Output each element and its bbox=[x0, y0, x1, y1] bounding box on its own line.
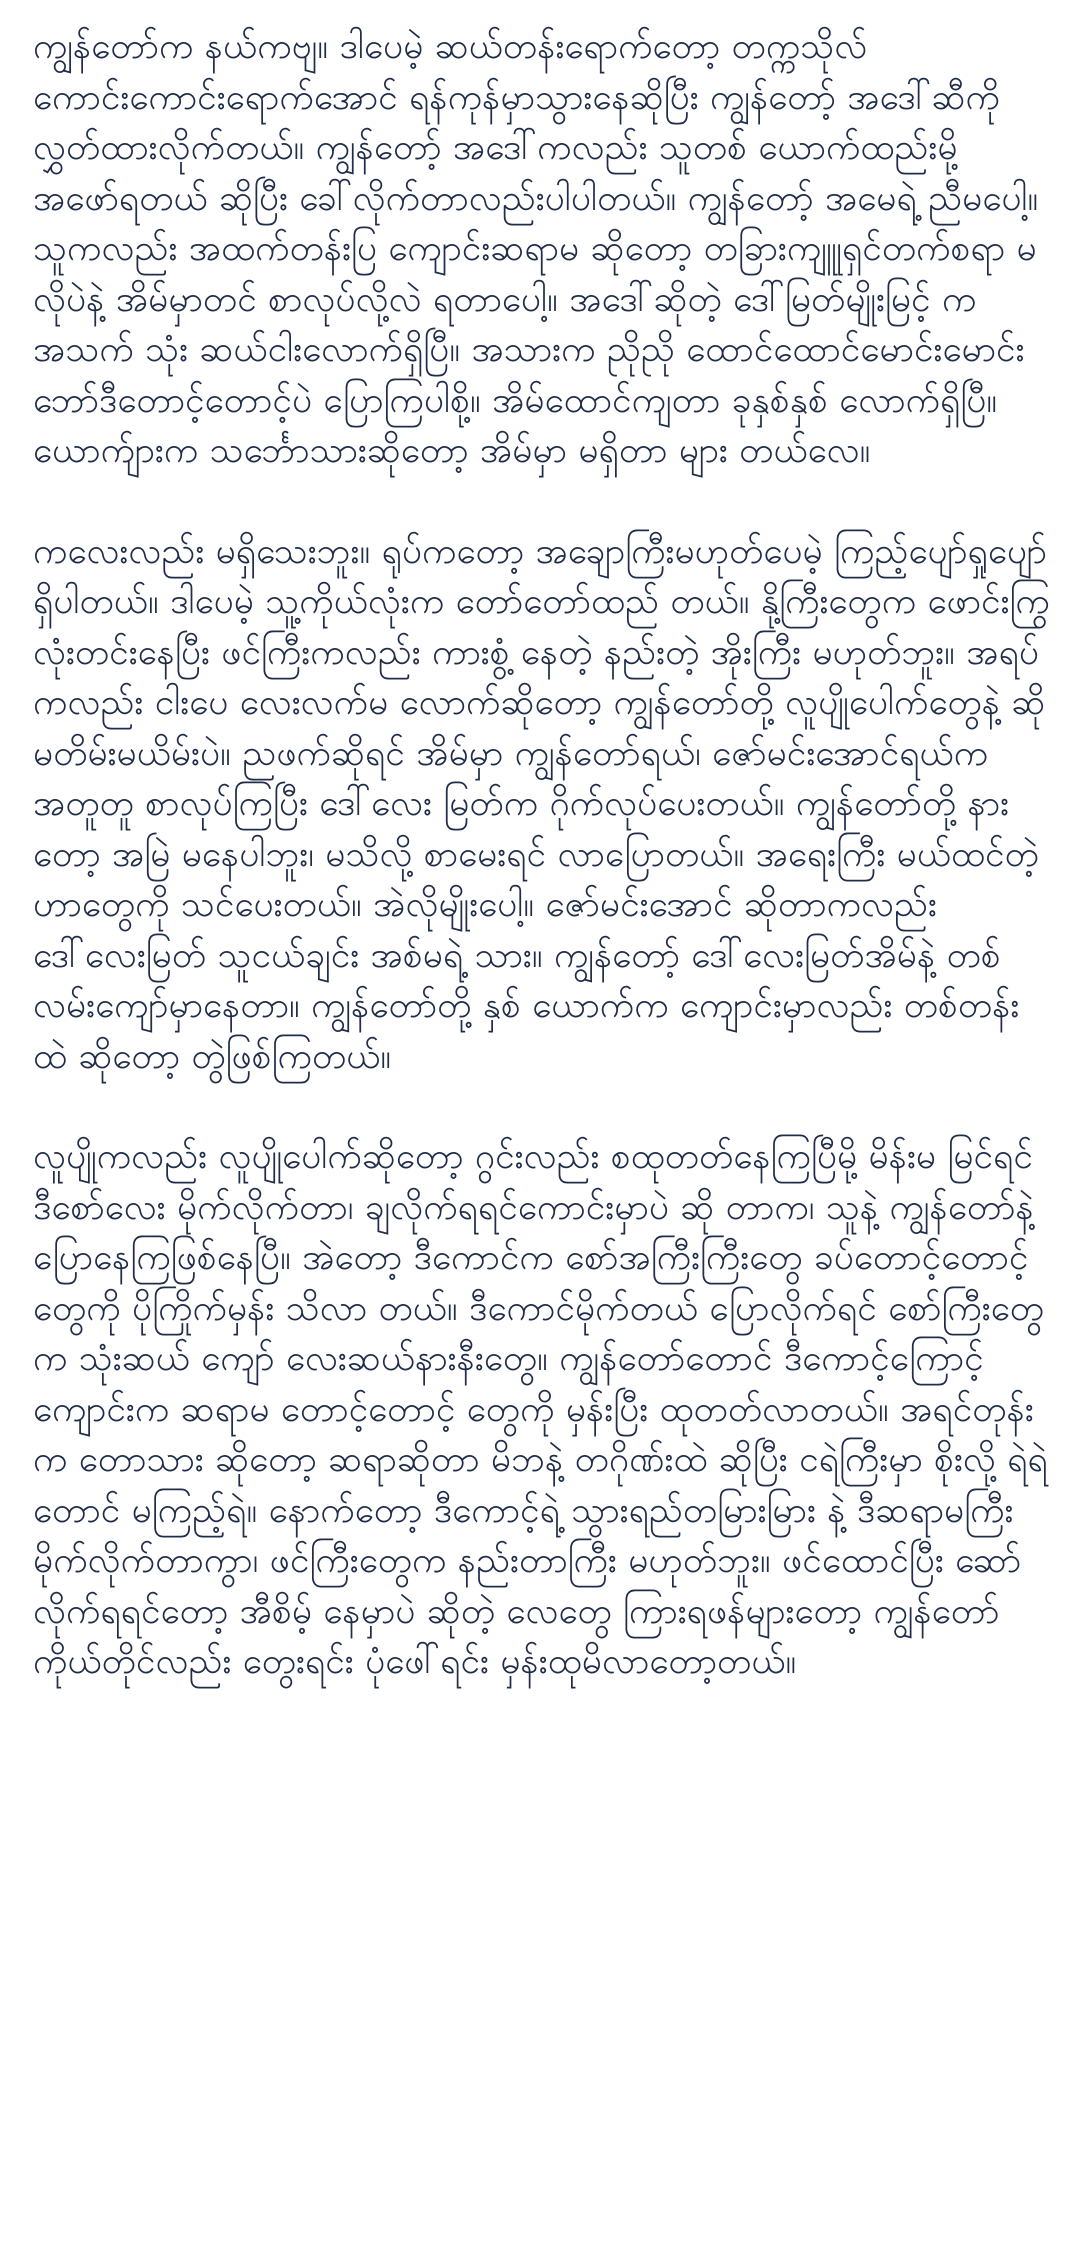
paragraph-3: လူပျိုကလည်း လူပျိုပေါက်ဆိုတော့ ဂွင်းလည်း စထုတတ်နေကြပြီမို့ မိန်းမ မြင်ရင် ဒီစော်လေး မိုက်လိုက်တာ၊ ချလိုက်ရရင်ကောင်းမှာပဲ ဆို တာက၊ သူနဲ့ ကျွန်တော်နဲ့ ပြောနေကြဖြစ်နေပြီ။ အဲတော့ ဒီကောင်က စော်အကြီးကြီးတွေ ခပ်တောင့်တောင့်တွေကို ပိုကြိုက်မှန်း သိလာ တယ်။ ဒီကောင်မိုက်တယ် ပြောလိုက်ရင် စော်ကြီးတွေက သုံးဆယ် ကျော် လေးဆယ်နားနီးတွေ။ ကျွန်တော်တောင် ဒီကောင့်ကြောင့် ကျောင်းက ဆရာမ တောင့်တောင့် တွေကို မှန်းပြီး ထုတတ်လာတယ်။ အရင်တုန်းက တောသား ဆိုတော့ ဆရာဆိုတာ မိဘနဲ့ တဂိုဏ်းထဲ ဆိုပြီး ငရဲကြီးမှာ စိုးလို့ ရဲရဲတောင် မကြည့်ရဲ။ နောက်တော့ ဒီကောင့်ရဲ့ သွားရည်တမြားမြား နဲ့ ဒီဆရာမကြီး မိုက်လိုက်တာကွာ၊ ဖင်ကြီးတွေက နည်းတာကြီး မဟုတ်ဘူး။ ဖင်ထောင်ပြီး ဆော်လိုက်ရရင်တော့ အီစိမ့် နေမှာပဲ ဆိုတဲ့ လေတွေ ကြားရဖန်များတော့ ကျွန်တော်ကိုယ်တိုင်လည်း တွေးရင်း ပုံဖေါ်ရင်း မှန်းထုမိလာတော့တယ်။ bbox=[33, 1137, 1048, 1682]
paragraph-1: ကျွန်တော်က နယ်ကဗျ။ ဒါပေမဲ့ ဆယ်တန်းရောက်တော့ တက္ကသိုလ် ကောင်းကောင်းရောက်အောင် ရန်ကုန်မှာသွားနေဆိုပြီး ကျွန်တော့် အဒေါ်ဆီကို လွှတ်ထားလိုက်တယ်။ ကျွန်တော့် အဒေါ်ကလည်း သူတစ် ယောက်ထည်းမို့ အဖော်ရတယ် ဆိုပြီး ခေါ်လိုက်တာလည်းပါပါတယ်။ ကျွန်တော့် အမေရဲ့ ညီမပေါ့။ သူကလည်း အထက်တန်းပြ ကျောင်းဆရာမ ဆိုတော့ တခြားကျူုရှင်တက်စရာ မလိုပဲနဲ့ အိမ်မှာတင် စာလုပ်လို့လဲ ရတာပေါ့။ အဒေါ်ဆိုတဲ့ ဒေါ်မြတ်မျိုးမြင့် က အသက် သုံး ဆယ်ငါးလောက်ရှိပြီ။ အသားက ညိုညို ထောင်ထောင်မောင်းမောင်း ဘော်ဒီတောင့်တောင့်ပဲ ပြောကြပါစို့။ အိမ်ထောင်ကျတာ ခုနှစ်နှစ် လောက်ရှိပြီ။ ယောက်ျားက သင်္ဘောသားဆိုတော့ အိမ်မှာ မရှိတာ များ တယ်လေ။ bbox=[33, 27, 1039, 471]
paragraph-2: ကလေးလည်း မရှိသေးဘူး။ ရုပ်ကတော့ အချောကြီးမဟုတ်ပေမဲ့ ကြည့်ပျော်ရှုပျော်ရှိပါတယ်။ ဒါပေမဲ့ သူ့ကိုယ်လုံးက တော်တော်ထည် တယ်။ နို့ကြီးတွေက ဖောင်းကြွလုံးတင်းနေပြီး ဖင်ကြီးကလည်း ကားစွံ့ နေတဲ့ နည်းတဲ့ အိုးကြီး မဟုတ်ဘူး။ အရပ်ကလည်း ငါးပေ လေးလက်မ လောက်ဆိုတော့ ကျွန်တော်တို့ လူပျိုပေါက်တွေနဲ့ ဆို မတိမ်းမယိမ်းပဲ။ ညဖက်ဆိုရင် အိမ်မှာ ကျွန်တော်ရယ်၊ ဇော်မင်းအောင်ရယ်က အတူတူ စာလုပ်ကြပြီး ဒေါ်လေး မြတ်က ဂိုက်လုပ်ပေးတယ်။ ကျွန်တော်တို့ နား တော့ အမြဲ မနေပါဘူး၊ မသိလို့ စာမေးရင် လာပြောတယ်။ အရေးကြီး မယ်ထင်တဲ့ ဟာတွေကို သင်ပေးတယ်။ အဲလိုမျိုးပေါ့။ ဇော်မင်းအောင် ဆိုတာကလည်း ဒေါ်လေးမြတ် သူငယ်ချင်း အစ်မရဲ့ သား။ ကျွန်တော့် ဒေါ်လေးမြတ်အိမ်နဲ့ တစ်လမ်းကျော်မှာနေတာ။ ကျွန်တော်တို့ နှစ် ယောက်က ကျောင်းမှာလည်း တစ်တန်းထဲ ဆိုတော့ တွဲဖြစ်ကြတယ်။ bbox=[33, 531, 1050, 1077]
